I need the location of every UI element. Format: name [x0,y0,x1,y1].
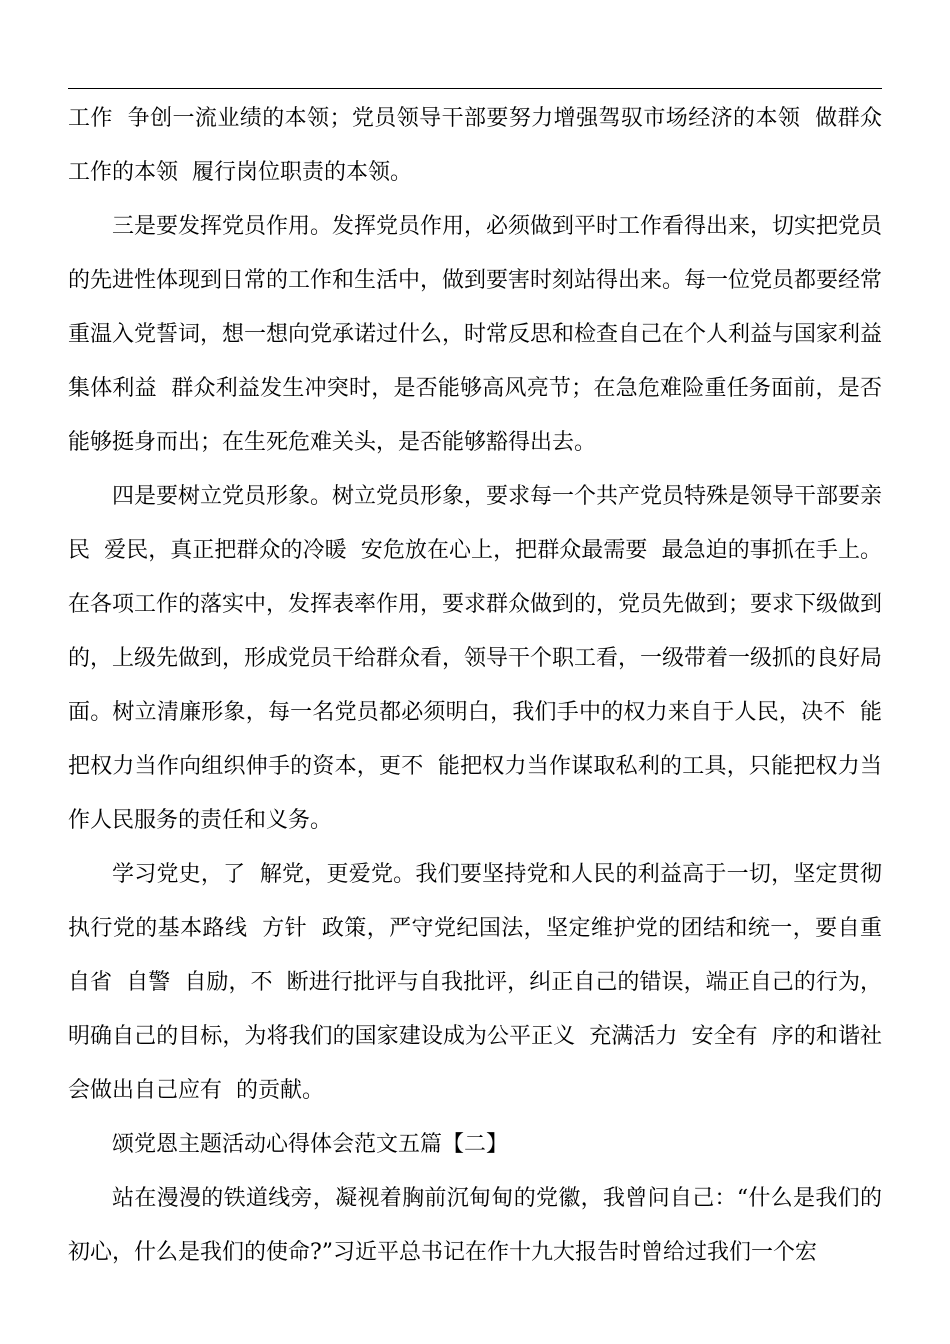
paragraph-party-member-image: 四是要树立党员形象。树立党员形象，要求每一个共产党员特殊是领导干部要亲民 爱民，真正把群众的冷暖 安危放在心上，把群众最需要 最急迫的事抓在手上。在各项工作的落实中，发挥表率作用，要求群众做到的，党员先做到；要求下级做到的，上级先做到，形成党员干给群众看，领导干个职工看，一级带着一级抓的良好局面。树立清廉形象，每一名党员都必须明白，我们手中的权力来自于人民，决不 能把权力当作向组织伸手的资本，更不 能把权力当作谋取私利的工具，只能把权力当作人民服务的责任和义务。 [68,484,883,833]
paragraph-party-member-role: 三是要发挥党员作用。发挥党员作用，必须做到平时工作看得出来，切实把党员的先进性体现到日常的工作和生活中，做到要害时刻站得出来。每一位党员都要经常重温入党誓词，想一想向党承诺过什么，时常反思和检查自己在个人利益与国家利益 集体利益 群众利益发生冲突时，是否能够高风亮节；在急危难险重任务面前，是否能够挺身而出；在生死危难关头，是否能够豁得出去。 [68,214,897,455]
section-heading: 颂党恩主题活动心得体会范文五篇【二】 [112,1132,509,1157]
body-text [68,92,897,1280]
paragraph-railway-reflection: 站在漫漫的铁道线旁，凝视着胸前沉甸甸的党徽，我曾问自己：“什么是我们的初心，什么是我们的使命?”习近平总书记在作十九大报告时曾给过我们一个宏 [68,1186,882,1265]
header-rule [68,88,882,89]
paragraph-party-history: 学习党史，了 解党，更爱党。我们要坚持党和人民的利益高于一切，坚定贯彻执行党的基本路线 方针 政策，严守党纪国法，坚定维护党的团结和统一，要自重 自省 自警 自励，不 断进行批评与自我批评，纠正自己的错误，端正自己的行为，明确自己的目标，为将我们的国家建设成为公平正义 充满活力 安全有 序的和谐社会做出自己应有 的贡献。 [68,862,896,1103]
paragraph-continuation: 工作 争创一流业绩的本领；党员领导干部要努力增强驾驭市场经济的本领 做群众工作的本领 履行岗位职责的本领。 [68,106,882,185]
